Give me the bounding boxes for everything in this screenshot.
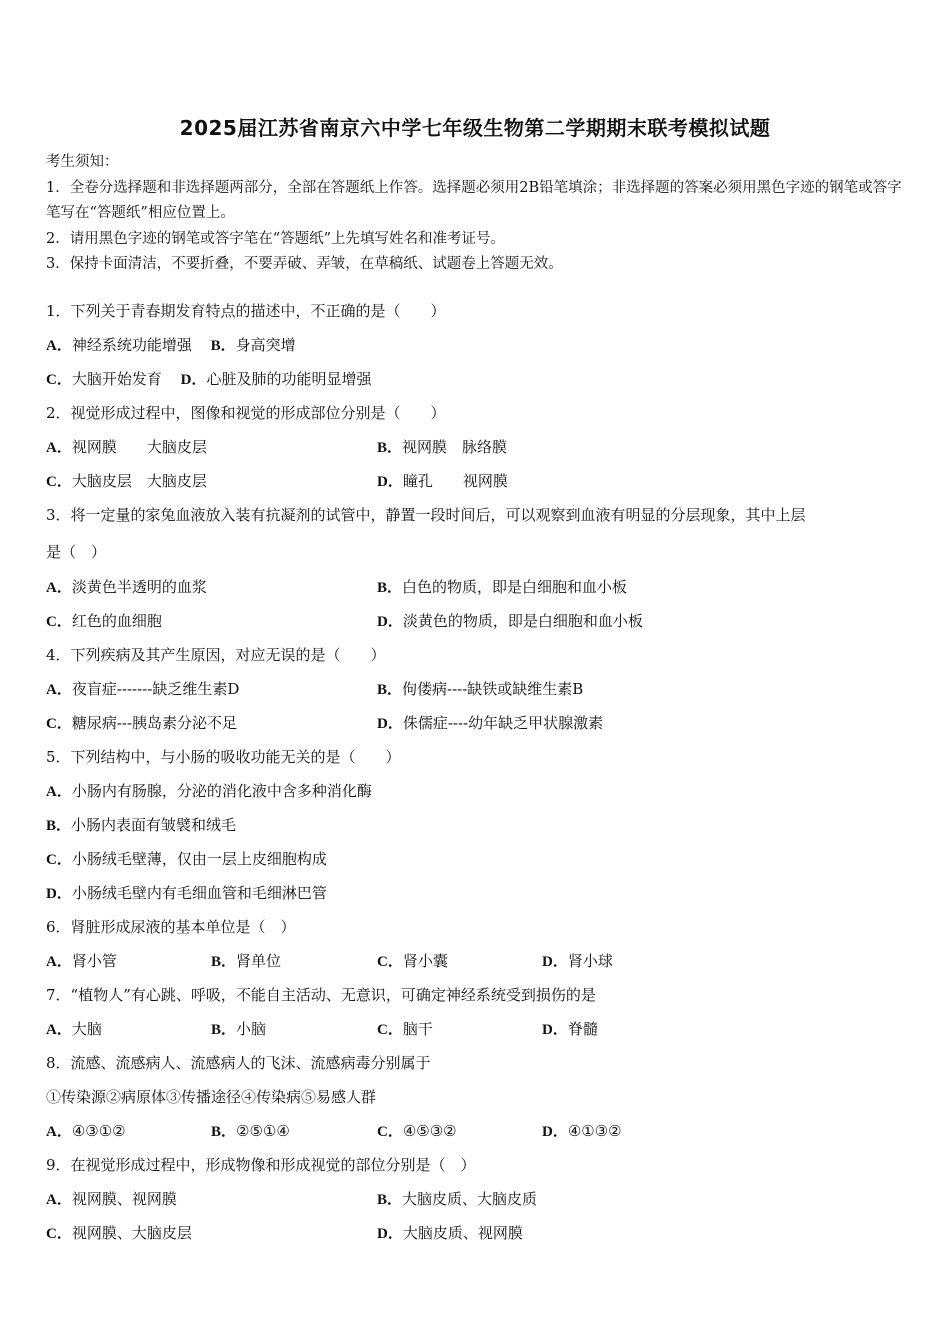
notice-item: 1．全卷分选择题和非选择题两部分，全部在答题纸上作答。选择题必须用2B铅笔填涂；非选择题的答案必须用黑色字迹的钢笔或答字笔写在“答题纸”相应位置上。 bbox=[46, 179, 902, 221]
question-1-stem: 1．下列关于青春期发育特点的描述中，不正确的是（ ） bbox=[46, 302, 446, 320]
option-c[interactable]: C．红色的血细胞 bbox=[46, 612, 162, 630]
option-a[interactable]: A．小肠内有肠腺，分泌的消化液中含多种消化酶 bbox=[46, 782, 372, 800]
option-a[interactable]: A．④③①② bbox=[46, 1122, 126, 1140]
question-3-stem-cont: 是（ ） bbox=[46, 543, 107, 561]
notice-section bbox=[46, 150, 908, 278]
option-a[interactable]: A．夜盲症-------缺乏维生素D bbox=[46, 680, 240, 698]
option-d[interactable]: D．侏儒症----幼年缺乏甲状腺激素 bbox=[377, 714, 604, 732]
option-a[interactable]: A．视网膜、视网膜 bbox=[46, 1190, 177, 1208]
question-1-options-row bbox=[46, 334, 296, 357]
option-c[interactable]: C．大脑开始发育 bbox=[46, 370, 162, 388]
question-8-stem-cont: ①传染源②病原体③传播途径④传染病⑤易感人群 bbox=[46, 1088, 377, 1106]
notice-item: 3．保持卡面清洁，不要折叠，不要弄破、弄皱，在草稿纸、试题卷上答题无效。 bbox=[46, 256, 563, 272]
option-b[interactable]: B．②⑤①④ bbox=[211, 1122, 290, 1140]
option-d[interactable]: D．淡黄色的物质，即是白细胞和血小板 bbox=[377, 612, 643, 630]
option-d[interactable]: D．大脑皮质、视网膜 bbox=[377, 1224, 523, 1242]
option-b[interactable]: B．大脑皮质、大脑皮质 bbox=[377, 1190, 538, 1208]
option-c[interactable]: C．大脑皮层 大脑皮层 bbox=[46, 472, 207, 490]
option-d[interactable]: D．肾小球 bbox=[542, 952, 613, 970]
option-c[interactable]: C．④⑤③② bbox=[377, 1122, 457, 1140]
option-c[interactable]: C．视网膜、大脑皮层 bbox=[46, 1224, 192, 1242]
option-a[interactable]: A．淡黄色半透明的血浆 bbox=[46, 578, 207, 596]
notice-heading: 考生须知： bbox=[46, 154, 119, 170]
question-7-stem: 7．“植物人”有心跳、呼吸，不能自主活动、无意识，可确定神经系统受到损伤的是 bbox=[46, 986, 596, 1004]
option-b[interactable]: B．视网膜 脉络膜 bbox=[377, 438, 508, 456]
option-c[interactable]: C．脑干 bbox=[377, 1020, 433, 1038]
option-d[interactable]: D．小肠绒毛壁内有毛细血管和毛细淋巴管 bbox=[46, 884, 327, 902]
question-8-stem: 8．流感、流感病人、流感病人的飞沫、流感病毒分别属于 bbox=[46, 1054, 431, 1072]
question-1-options-row bbox=[46, 368, 372, 391]
option-b[interactable]: B．肾单位 bbox=[211, 952, 282, 970]
option-a[interactable]: A．神经系统功能增强 bbox=[46, 336, 192, 354]
question-4-stem: 4．下列疾病及其产生原因，对应无误的是（ ） bbox=[46, 646, 386, 664]
option-d[interactable]: D．④①③② bbox=[542, 1122, 622, 1140]
option-a[interactable]: A．肾小管 bbox=[46, 952, 117, 970]
question-5-stem: 5．下列结构中，与小肠的吸收功能无关的是（ ） bbox=[46, 748, 401, 766]
question-3-stem: 3．将一定量的家兔血液放入装有抗凝剂的试管中，静置一段时间后，可以观察到血液有明显的分层现象，其中上层 bbox=[46, 506, 806, 524]
option-b[interactable]: B．小脑 bbox=[211, 1020, 267, 1038]
option-a[interactable]: A．大脑 bbox=[46, 1020, 102, 1038]
option-b[interactable]: B．白色的物质，即是白细胞和血小板 bbox=[377, 578, 628, 596]
option-b[interactable]: B．小肠内表面有皱襞和绒毛 bbox=[46, 816, 237, 834]
option-c[interactable]: C．肾小囊 bbox=[377, 952, 448, 970]
question-2-stem: 2．视觉形成过程中，图像和视觉的形成部位分别是（ ） bbox=[46, 404, 446, 422]
option-a[interactable]: A．视网膜 大脑皮层 bbox=[46, 438, 207, 456]
option-b[interactable]: B．身高突增 bbox=[210, 336, 296, 354]
question-6-stem: 6．肾脏形成尿液的基本单位是（ ） bbox=[46, 918, 296, 936]
option-d[interactable]: D．心脏及肺的功能明显增强 bbox=[180, 370, 372, 388]
option-b[interactable]: B．佝偻病----缺铁或缺维生素B bbox=[377, 680, 584, 698]
notice-item: 2．请用黑色字迹的钢笔或答字笔在“答题纸”上先填写姓名和准考证号。 bbox=[46, 230, 506, 247]
question-9-stem: 9．在视觉形成过程中，形成物像和形成视觉的部位分别是（ ） bbox=[46, 1156, 476, 1174]
option-d[interactable]: D．瞳孔 视网膜 bbox=[377, 472, 508, 490]
option-d[interactable]: D．脊髓 bbox=[542, 1020, 598, 1038]
option-c[interactable]: C．小肠绒毛壁薄，仅由一层上皮细胞构成 bbox=[46, 850, 327, 868]
option-c[interactable]: C．糖尿病---胰岛素分泌不足 bbox=[46, 714, 238, 732]
page-title: 2025届江苏省南京六中学七年级生物第二学期期末联考模拟试题 bbox=[179, 116, 771, 140]
